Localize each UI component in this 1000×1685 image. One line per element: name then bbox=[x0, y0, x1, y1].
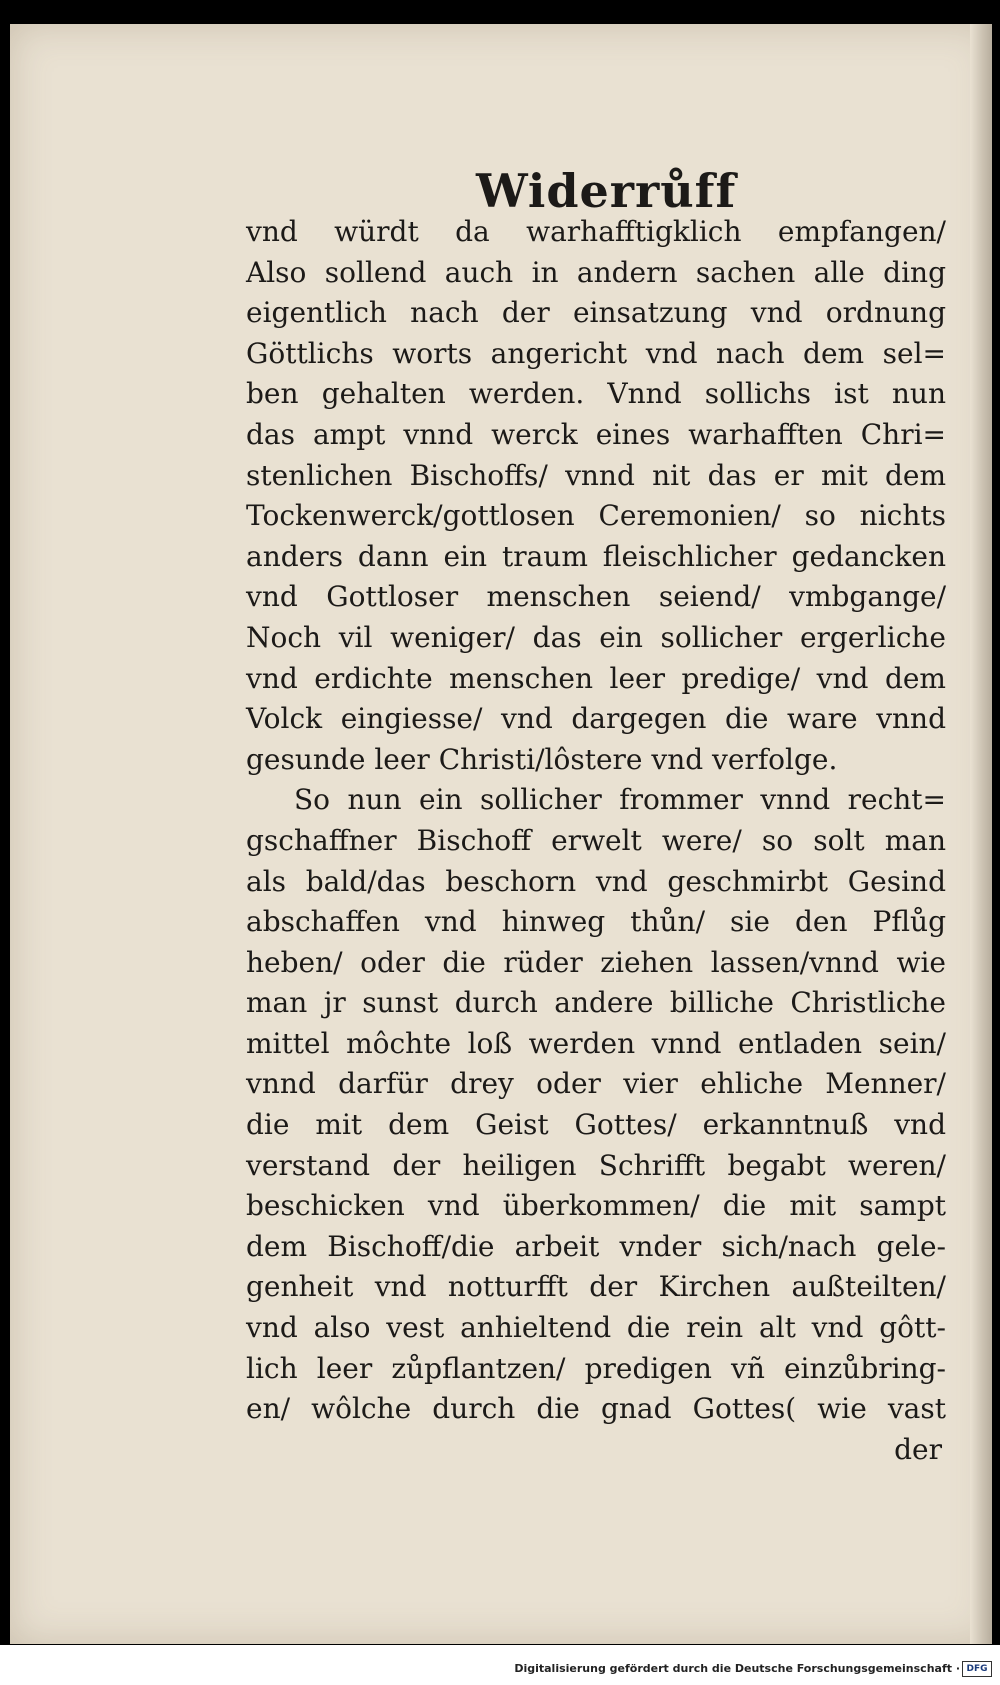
text-line: eigentlich nach der einsatzung vnd ordnung bbox=[246, 296, 946, 330]
text-line: Noch vil weniger/ das ein sollicher ergerliche bbox=[246, 620, 946, 654]
scanned-page bbox=[10, 24, 992, 1644]
text-line: anders dann ein traum fleischlicher gedancken bbox=[246, 539, 946, 573]
text-line: heben/ oder die rüder ziehen lassen/vnnd wie bbox=[246, 945, 946, 979]
text-line: Volck eingiesse/ vnd dargegen die ware vnnd bbox=[246, 702, 946, 736]
text-line: Tockenwerck/gottlosen Ceremonien/ so nichts bbox=[246, 499, 946, 533]
text-line: lich leer zůpflantzen/ predigen vñ einzůbring- bbox=[246, 1351, 946, 1385]
text-line: stenlichen Bischoffs/ vnnd nit das er mit dem bbox=[246, 458, 946, 492]
text-line: vnd Gottloser menschen seiend/ vmbgange/ bbox=[246, 580, 946, 614]
text-line: en/ wôlche durch die gnad Gottes( wie vast bbox=[246, 1392, 946, 1426]
text-line: das ampt vnnd werck eines warhafften Chri= bbox=[246, 417, 946, 451]
text-line: gschaffner Bischoff erwelt were/ so solt man bbox=[246, 823, 946, 857]
text-line: vnd würdt da warhafftigklich empfangen/ bbox=[246, 215, 946, 248]
text-line: vnd erdichte menschen leer predige/ vnd dem bbox=[246, 661, 946, 695]
text-line: vnd also vest anhieltend die rein alt vnd gôtt- bbox=[246, 1311, 946, 1345]
text-line: vnnd darfür drey oder vier ehliche Menner/ bbox=[246, 1067, 946, 1101]
text-line: verstand der heiligen Schrifft begabt weren/ bbox=[246, 1148, 946, 1182]
paragraph-first-line: So nun ein sollicher frommer vnnd recht= bbox=[294, 783, 946, 817]
dfg-logo-icon: DFG bbox=[962, 1661, 992, 1677]
text-line: beschicken vnd überkommen/ die mit sampt bbox=[246, 1189, 946, 1223]
text-line: Göttlichs worts angericht vnd nach dem sel= bbox=[246, 336, 946, 370]
running-head: Widerrůff bbox=[476, 164, 737, 218]
text-line: abschaffen vnd hinweg thůn/ sie den Pflůg bbox=[246, 905, 946, 939]
catchword: der bbox=[894, 1432, 942, 1466]
text-line: die mit dem Geist Gottes/ erkanntnuß vnd bbox=[246, 1108, 946, 1142]
footer-bar bbox=[0, 1645, 1000, 1685]
page-edge bbox=[970, 24, 992, 1644]
text-line: gesunde leer Christi/lôstere vnd verfolge. bbox=[246, 742, 838, 776]
text-line: dem Bischoff/die arbeit vnder sich/nach gele- bbox=[246, 1229, 946, 1263]
text-line: Also sollend auch in andern sachen alle ding bbox=[246, 255, 946, 289]
text-line: ben gehalten werden. Vnnd sollichs ist nun bbox=[246, 377, 946, 411]
text-line: als bald/das beschorn vnd geschmirbt Gesind bbox=[246, 864, 946, 898]
text-line: man jr sunst durch andere billiche Christliche bbox=[246, 986, 946, 1020]
text-block bbox=[246, 212, 946, 1470]
footer-credit: Digitalisierung gefördert durch die Deutsche Forschungsgemeinschaft · bbox=[514, 1662, 960, 1675]
text-line: mittel môchte loß werden vnnd entladen sein/ bbox=[246, 1026, 946, 1060]
text-line: genheit vnd notturfft der Kirchen außteilten/ bbox=[246, 1270, 946, 1304]
